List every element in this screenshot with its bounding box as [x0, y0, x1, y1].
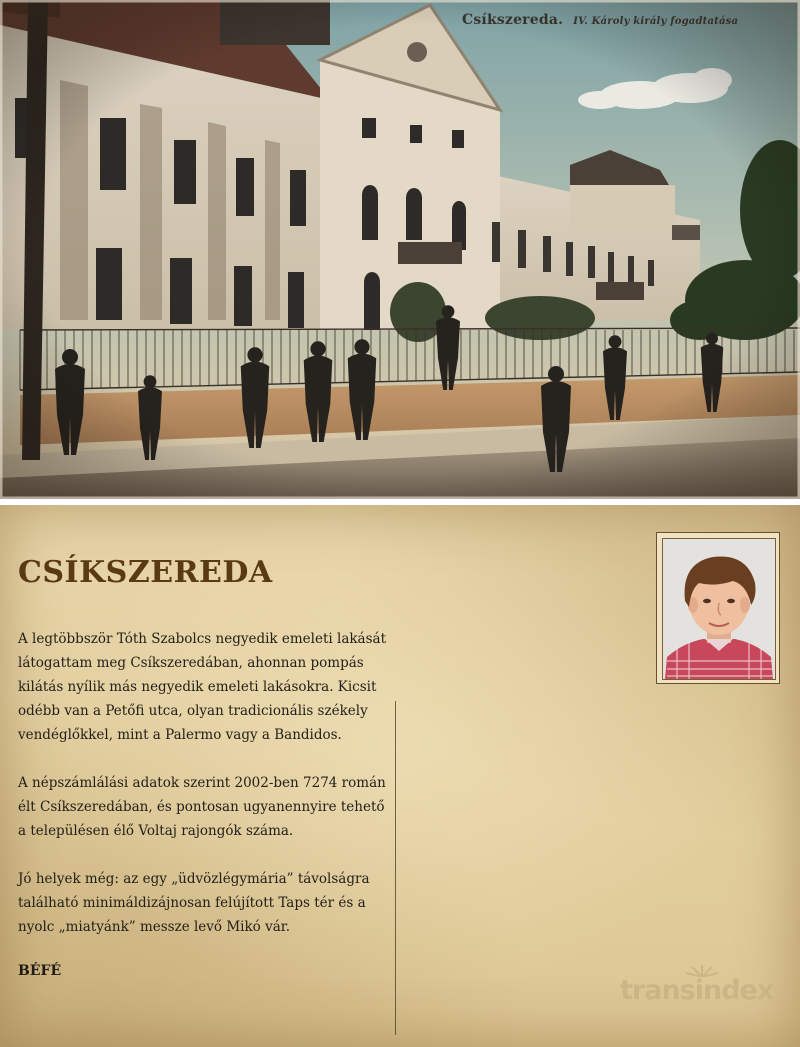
photo-caption — [462, 12, 738, 28]
portrait-image — [663, 539, 775, 679]
article-body — [18, 627, 388, 963]
page-title: CSÍKSZEREDA — [18, 555, 273, 590]
building-illustration — [0, 0, 800, 499]
postcard-back — [0, 505, 800, 1047]
photo-caption-city: Csíkszereda. — [462, 12, 564, 28]
postcard-divider — [395, 701, 396, 1035]
paragraph: Jó helyek még: az egy „üdvözlégymária” távolságra található minimáldizájnosan felújított Taps tér és a nyolc „miatyánk” messze levő Mikó vár. — [18, 871, 370, 935]
vintage-photo — [0, 0, 800, 499]
paragraph: A népszámlálási adatok szerint 2002-ben 7274 román élt Csíkszeredában, és pontosan ugyanennyire tehető a településen élő Voltaj rajongók száma. — [18, 775, 386, 839]
transindex-logo — [620, 965, 780, 1025]
photo-caption-subject: IV. Károly király fogadtatása — [573, 16, 739, 27]
paragraph: A legtöbbször Tóth Szabolcs negyedik emeleti lakását látogattam meg Csíkszeredában, ahonnan pompás kilátás nyílik más negyedik emeleti lakásokra. Kicsit odébb van a Petőfi utca, olyan tradicionális székely vendéglőkkel, mint a Palermo vagy a Bandidos. — [18, 631, 387, 743]
stamp-frame — [656, 532, 780, 684]
logo-wordmark: transindex — [620, 975, 774, 1006]
author-portrait — [662, 538, 776, 680]
author-signature: BÉFÉ — [18, 963, 62, 979]
